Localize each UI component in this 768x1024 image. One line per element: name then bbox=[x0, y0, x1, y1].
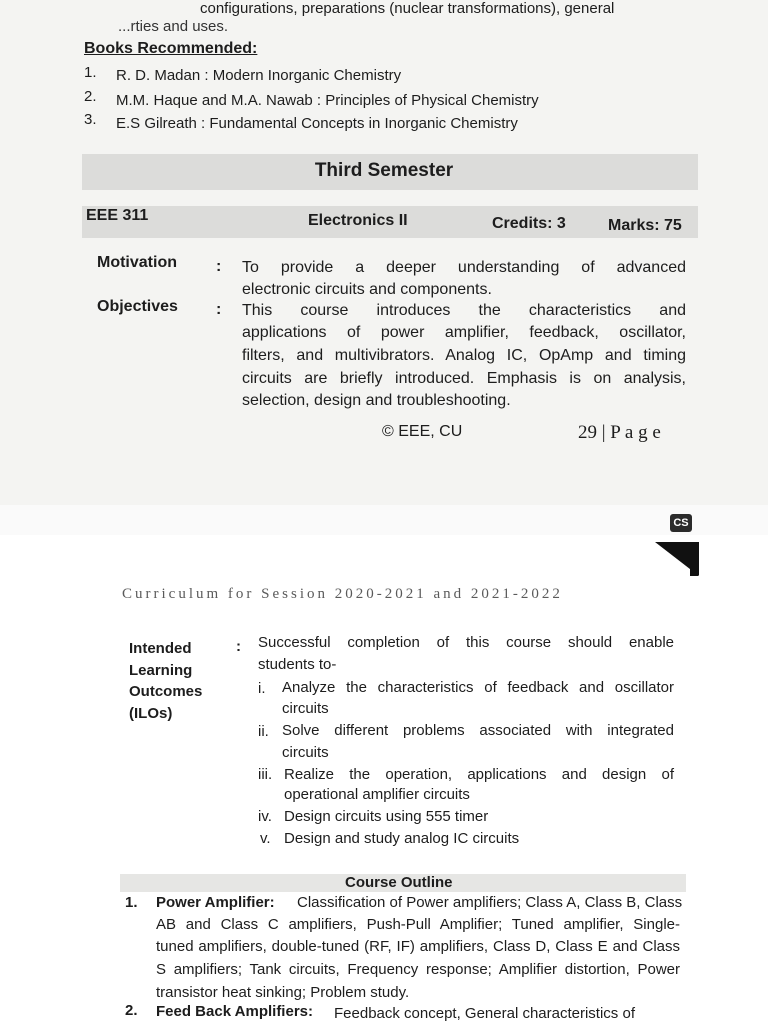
motivation-label: Motivation bbox=[97, 254, 177, 271]
course-code: EEE 311 bbox=[86, 207, 149, 224]
colon: : bbox=[236, 638, 241, 655]
ilo-intro-line: Successful completion of this course should enable bbox=[258, 634, 674, 651]
colon: : bbox=[216, 301, 222, 318]
outline-number: 2. bbox=[125, 1002, 138, 1019]
course-credits: Credits: 3 bbox=[492, 215, 566, 232]
top-line-2: ...rties and uses. bbox=[118, 18, 229, 35]
course-marks: Marks: 75 bbox=[608, 217, 682, 234]
ilo-line: Design circuits using 555 timer bbox=[284, 808, 489, 825]
page-gap bbox=[0, 505, 768, 535]
colon: : bbox=[216, 258, 222, 275]
page-corner-shadow bbox=[690, 542, 698, 576]
ilo-number: iv. bbox=[258, 808, 272, 825]
outline-line: transistor heat sinking; Problem study. bbox=[156, 984, 410, 1001]
book-item-number: 1. bbox=[84, 64, 97, 81]
ilo-line: Solve different problems associated with integrated bbox=[282, 722, 674, 739]
objectives-line: This course introduces the characteristics and bbox=[242, 302, 686, 319]
course-name: Electronics II bbox=[308, 212, 408, 229]
ilo-line: Analyze the characteristics of feedback and oscillator bbox=[282, 679, 674, 696]
semester-title: Third Semester bbox=[314, 160, 454, 181]
outline-line: Feedback concept, General characteristics of bbox=[334, 1005, 635, 1022]
footer-page-number: 29 | P a g e bbox=[578, 422, 661, 443]
objectives-line: selection, design and troubleshooting. bbox=[242, 392, 511, 409]
outline-topic-title: Power Amplifier: bbox=[156, 894, 275, 911]
ilo-line: circuits bbox=[282, 700, 329, 717]
ilo-line: operational amplifier circuits bbox=[284, 786, 470, 803]
footer-copyright: © EEE, CU bbox=[382, 423, 463, 440]
books-recommended-heading: Books Recommended: bbox=[84, 40, 258, 57]
ilo-number: v. bbox=[260, 830, 271, 847]
top-line-1: configurations, preparations (nuclear transformations), general bbox=[200, 0, 615, 17]
ilo-number: i. bbox=[258, 680, 266, 697]
ilo-label-line: (ILOs) bbox=[129, 705, 173, 722]
scanned-page-29 bbox=[0, 0, 768, 505]
outline-number: 1. bbox=[125, 894, 138, 911]
book-item: M.M. Haque and M.A. Nawab : Principles of Physical Chemistry bbox=[116, 92, 539, 109]
outline-line: tuned amplifiers, double-tuned (RF, IF) amplifiers, Class D, Class E and Class bbox=[156, 938, 680, 955]
course-outline-title: Course Outline bbox=[345, 874, 453, 891]
motivation-line: electronic circuits and components. bbox=[242, 281, 492, 298]
book-item: R. D. Madan : Modern Inorganic Chemistry bbox=[116, 67, 402, 84]
ilo-number: iii. bbox=[258, 766, 273, 783]
objectives-label: Objectives bbox=[97, 298, 178, 315]
outline-line: S amplifiers; Tank circuits, Frequency response; Amplifier distortion, Power bbox=[156, 961, 680, 978]
objectives-line: applications of power amplifier, feedback, oscillator, bbox=[242, 324, 686, 341]
motivation-line: To provide a deeper understanding of advanced bbox=[242, 259, 686, 276]
objectives-line: filters, and multivibrators. Analog IC, OpAmp and timing bbox=[242, 347, 686, 364]
ilo-intro-line: students to- bbox=[258, 656, 337, 673]
ilo-label-line: Learning bbox=[129, 662, 193, 679]
ilo-line: Realize the operation, applications and design of bbox=[284, 766, 674, 783]
outline-line: AB and Class C amplifiers, Push-Pull Amplifier; Tuned amplifier, Single- bbox=[156, 916, 680, 933]
outline-line: Classification of Power amplifiers; Class A, Class B, Class bbox=[297, 894, 683, 911]
book-item: E.S Gilreath : Fundamental Concepts in Inorganic Chemistry bbox=[116, 115, 518, 132]
book-item-number: 2. bbox=[84, 88, 97, 105]
ilo-label-line: Outcomes bbox=[129, 683, 203, 700]
ilo-line: circuits bbox=[282, 744, 329, 761]
outline-topic-title: Feed Back Amplifiers: bbox=[156, 1003, 313, 1020]
ilo-line: Design and study analog IC circuits bbox=[284, 830, 520, 847]
ilo-label-line: Intended bbox=[129, 640, 192, 657]
book-item-number: 3. bbox=[84, 111, 97, 128]
curriculum-header: Curriculum for Session 2020-2021 and 2021-2022 bbox=[122, 586, 563, 602]
ilo-number: ii. bbox=[258, 723, 269, 740]
camscanner-badge: CS bbox=[670, 514, 692, 532]
objectives-line: circuits are briefly introduced. Emphasis is on analysis, bbox=[242, 370, 686, 387]
